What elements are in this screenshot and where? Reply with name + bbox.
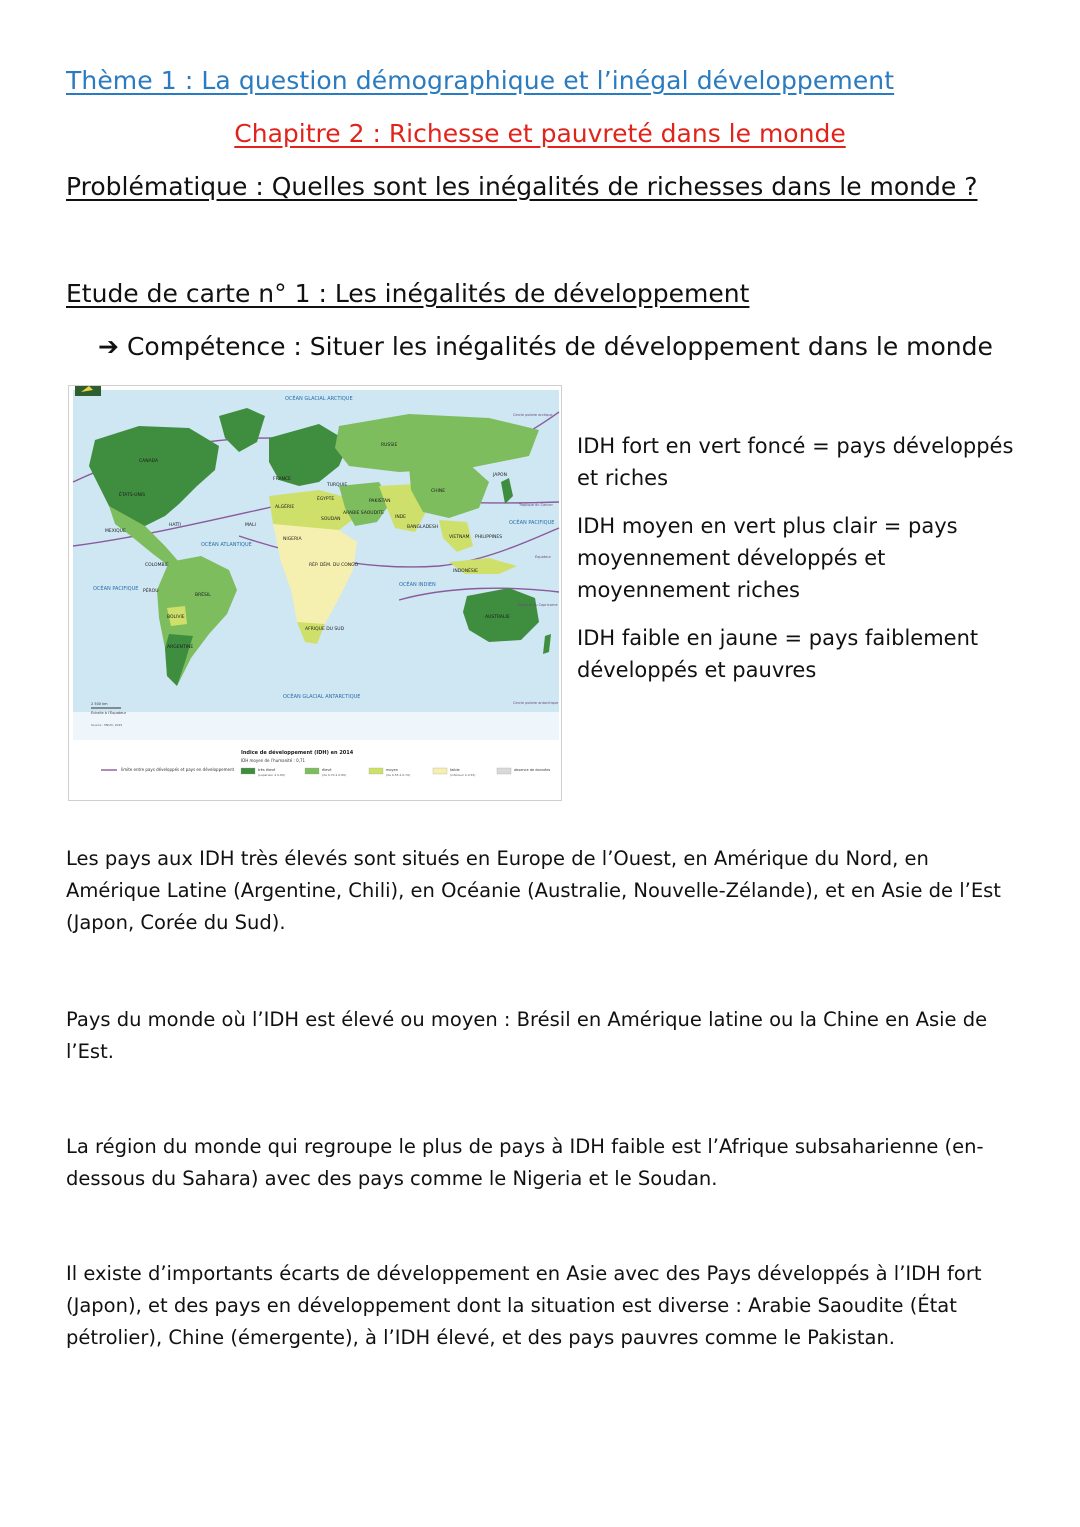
legend-swatch-label: moyen <box>386 768 398 772</box>
label-algerie: ALGÉRIE <box>275 505 295 510</box>
label-tropique-capricorne: Tropique du Capricorne <box>517 603 558 607</box>
legend-swatch <box>305 768 319 774</box>
label-russie: RUSSIE <box>381 443 398 448</box>
map-corner-icon <box>75 386 101 396</box>
label-bresil: BRÉSIL <box>195 593 211 598</box>
scale-label: 2 500 km <box>91 702 108 706</box>
arrow-right-icon: ➔ <box>98 332 119 361</box>
label-argentine: ARGENTINE <box>167 645 194 650</box>
label-pacific-e: OCÉAN PACIFIQUE <box>509 520 555 526</box>
map-legend <box>101 749 550 777</box>
label-mexique: MEXIQUE <box>105 529 126 534</box>
label-afrique-sud: AFRIQUE DU SUD <box>305 627 345 632</box>
label-chine: CHINE <box>431 489 446 494</box>
label-canada: CANADA <box>139 459 159 464</box>
legend-medium-idh: IDH moyen en vert plus clair = pays moyennement développés et moyennement riches <box>577 514 958 602</box>
label-vietnam: VIETNAM <box>449 535 470 540</box>
label-rdc: RÉP. DÉM. DU CONGO <box>309 563 359 568</box>
label-haiti: HAÏTI <box>169 523 181 528</box>
legend-swatch-label: absence de données <box>514 768 551 772</box>
legend-swatch-range: (de 0,55 à 0,70) <box>386 773 411 777</box>
label-turquie: TURQUIE <box>327 483 348 488</box>
legend-swatch-label: faible <box>450 768 460 772</box>
label-tropique-cancer: Tropique du Cancer <box>519 503 553 507</box>
legend-swatch-label: élevé <box>322 768 332 772</box>
label-indien: OCÉAN INDIEN <box>399 582 436 588</box>
legend-low-idh: IDH faible en jaune = pays faiblement développés et pauvres <box>577 626 979 682</box>
legend-swatch-range: (de 0,70 à 0,80) <box>322 773 347 777</box>
label-nigeria: NIGERIA <box>283 537 302 542</box>
legend-swatch <box>369 768 383 774</box>
label-indonesie: INDONÉSIE <box>453 569 478 574</box>
legend-swatch <box>497 768 511 774</box>
world-hdi-map <box>68 385 562 801</box>
label-egypte: ÉGYPTE <box>317 497 335 502</box>
map-source: Source : PNUD, 2015 <box>91 723 123 727</box>
label-equateur: Équateur <box>535 555 551 559</box>
label-mali: MALI <box>245 523 256 528</box>
label-bolivie: BOLIVIE <box>167 615 185 620</box>
label-cercle-n: Cercle polaire arctique <box>513 413 553 417</box>
legend-title: Indice de développement (IDH) en 2014 <box>241 750 354 756</box>
label-japon: JAPON <box>493 473 507 478</box>
competence-text: Compétence : Situer les inégalités de développement dans le monde <box>126 332 993 361</box>
paragraph-medium-idh: Pays du monde où l’IDH est élevé ou moyen : Brésil en Amérique latine ou la Chine en Asie de l’Est. <box>66 1008 988 1063</box>
label-perou: PÉROU <box>143 589 159 594</box>
legend-subtitle: IDH moyen de l’humanité : 0,71 <box>241 758 306 763</box>
competence-line <box>98 332 993 361</box>
label-usa: ÉTATS-UNIS <box>119 493 146 498</box>
legend-swatch <box>241 768 255 774</box>
label-arabie: ARABIE SAOUDITE <box>343 511 384 516</box>
label-australie: AUSTRALIE <box>485 615 510 620</box>
legend-swatch-label: très élevé <box>258 768 276 772</box>
scale-note: Échelle à l’Équateur <box>91 711 127 715</box>
label-pacific-w: OCÉAN PACIFIQUE <box>93 586 139 592</box>
label-inde: INDE <box>395 515 407 520</box>
legend-swatch-range: (supérieur à 0,80) <box>258 773 286 777</box>
chapter-title: Chapitre 2 : Richesse et pauvreté dans le monde <box>234 119 846 148</box>
antarctica <box>73 712 559 740</box>
label-cercle-s: Cercle polaire antarctique <box>513 701 559 705</box>
legend-swatch <box>433 768 447 774</box>
label-colombie: COLOMBIE <box>145 563 169 568</box>
paragraph-asia-gaps: Il existe d’importants écarts de développement en Asie avec des Pays développés à l’IDH fort (Japon), et des pays en développement dont la situation est diverse : Arabie Saoudite (État pétrolier), Chine (émergente), à l’IDH élevé, et des pays pauvres comme le Pakistan. <box>66 1262 982 1349</box>
label-antarctic: OCÉAN GLACIAL ANTARCTIQUE <box>283 694 361 700</box>
theme-title: Thème 1 : La question démographique et l’inégal développement <box>66 66 895 95</box>
label-arctic: OCÉAN GLACIAL ARCTIQUE <box>285 396 353 402</box>
study-title: Etude de carte n° 1 : Les inégalités de développement <box>66 279 750 308</box>
legend-swatch-range: (inférieur à 0,55) <box>450 773 476 777</box>
legend-high-idh: IDH fort en vert foncé = pays développés et riches <box>577 434 1014 490</box>
label-atlantic: OCÉAN ATLANTIQUE <box>201 542 252 548</box>
label-bangladesh: BANGLADESH <box>407 525 439 530</box>
paragraph-low-idh: La région du monde qui regroupe le plus de pays à IDH faible est l’Afrique subsaharienne (en-dessous du Sahara) avec des pays comme le Nigeria et le Soudan. <box>66 1135 984 1190</box>
label-soudan: SOUDAN <box>321 517 341 522</box>
label-philippines: PHILIPPINES <box>475 535 503 540</box>
problematique: Problématique : Quelles sont les inégalités de richesses dans le monde ? <box>66 172 978 201</box>
paragraph-high-idh: Les pays aux IDH très élevés sont situés en Europe de l’Ouest, en Amérique du Nord, en Amérique Latine (Argentine, Chili), en Océanie (Australie, Nouvelle-Zélande), et en Asie de l’Est (Japon, Corée du Sud). <box>66 847 1001 934</box>
legend-line-label: limite entre pays développés et pays en développement <box>121 767 235 772</box>
label-pakistan: PAKISTAN <box>369 499 391 504</box>
label-france: FRANCE <box>273 477 291 482</box>
